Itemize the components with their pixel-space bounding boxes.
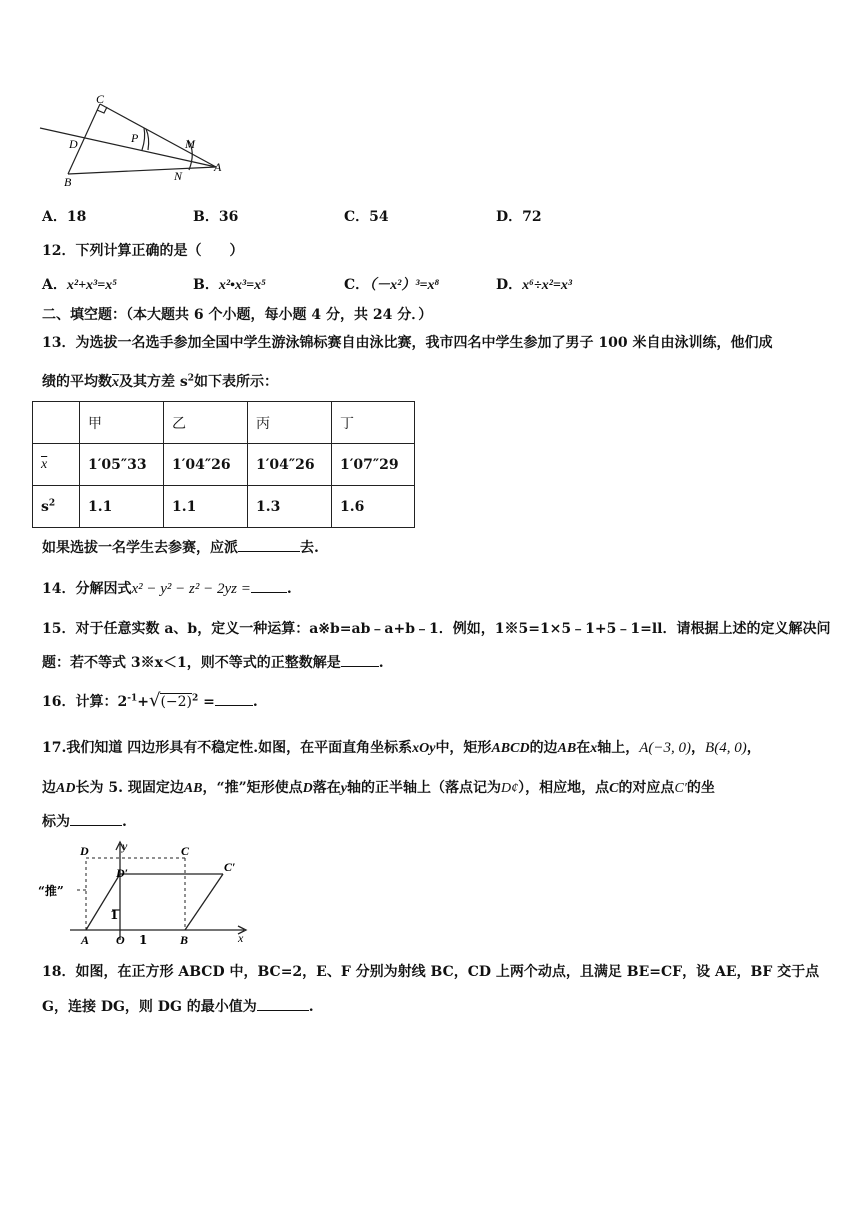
table-header: 丙 xyxy=(248,402,332,444)
q15-line1: 15．对于任意实数 a、b，定义一种运算：a※b=ab﹣a+b﹣1．例如，1※5=1×5﹣1+5﹣1=ll．请根据上述的定义解决问 xyxy=(42,621,831,637)
label-B: B xyxy=(64,175,72,189)
label-D: D xyxy=(69,137,78,151)
table-cell: 1.1 xyxy=(164,486,248,528)
q12-option-c: C．（－x²）³=x⁸ xyxy=(344,277,440,293)
label-one-x: 1 xyxy=(139,933,148,947)
table-cell: 1′04″26 xyxy=(164,444,248,486)
table-cell: 1.3 xyxy=(248,486,332,528)
label-A: A xyxy=(214,160,222,174)
q18-line2: G，连接 DG，则 DG 的最小值为 . xyxy=(42,996,314,1016)
q11-option-d: D．72 xyxy=(496,209,542,225)
row-label-mean: $\overline{x}$ xyxy=(33,444,80,486)
label-y-axis: y xyxy=(122,840,128,853)
q15-line2: 题：若不等式 3※x＜1，则不等式的正整数解是 . xyxy=(42,652,384,672)
label-B: B xyxy=(180,933,189,947)
answer-blank xyxy=(238,537,300,552)
q12-option-b: B．x²•x³=x⁵ xyxy=(193,277,266,293)
q16: 16．计算：$2^{-1}+√(-2)^2$ = . xyxy=(42,690,258,711)
answer-blank xyxy=(70,811,122,826)
table-cell: 1′07″29 xyxy=(332,444,415,486)
q14: 14．分解因式x² − y² − z² − 2yz = . xyxy=(42,578,292,598)
q12-option-a: A．x²+x³=x⁵ xyxy=(42,277,118,293)
q11-option-b: B．36 xyxy=(193,209,239,225)
label-C-prime: C′ xyxy=(224,860,236,874)
q11-option-c: C．54 xyxy=(344,209,389,225)
q17-line2: 边AD长为 5. 现固定边AB，“推”矩形使点D落在y轴的正半轴上（落点记为D¢），相应地，点C的对应点C′的坐 xyxy=(42,780,715,796)
answer-blank xyxy=(257,996,309,1011)
q13-line1: 13．为选拔一名选手参加全国中学生游泳锦标赛自由泳比赛，我市四名中学生参加了男子 100 米自由泳训练，他们成 xyxy=(42,335,773,351)
q13-line2: 绩的平均数$\overline{x}$及其方差 $s^2$如下表所示： xyxy=(42,373,279,390)
label-push: “推” xyxy=(38,884,64,898)
answer-blank xyxy=(251,578,287,593)
label-D-prime: D′ xyxy=(116,866,129,880)
label-O: O xyxy=(116,933,125,947)
figure-q11 xyxy=(38,92,238,192)
table-row xyxy=(33,444,415,486)
q12-option-d: D．x⁶÷x²=x³ xyxy=(496,277,573,293)
table-row xyxy=(33,486,415,528)
q18-line1: 18．如图，在正方形 ABCD 中，BC=2，E、F 分别为射线 BC，CD 上两个动点，且满足 BE=CF，设 AE，BF 交于点 xyxy=(42,964,820,980)
q11-option-a: A．18 xyxy=(42,209,87,225)
figure-q17 xyxy=(38,840,258,950)
label-A: A xyxy=(81,933,90,947)
q17-line1: 17.我们知道 四边形具有不稳定性.如图，在平面直角坐标系xOy中，矩形ABCD的边AB在x轴上，A(−3, 0)，B(4, 0)， xyxy=(42,740,761,756)
table-header: 乙 xyxy=(164,402,248,444)
section-heading: 二、填空题：（本大题共 6 个小题，每小题 4 分，共 24 分．） xyxy=(42,307,433,323)
label-M: M xyxy=(185,137,195,151)
label-D: D xyxy=(80,844,89,858)
table-header: 甲 xyxy=(80,402,164,444)
label-x-axis: x xyxy=(238,931,244,945)
table-header: 丁 xyxy=(332,402,415,444)
q13-answer-line: 如果选拔一名学生去参赛，应派 去. xyxy=(42,537,319,557)
answer-blank xyxy=(215,691,253,706)
label-C: C xyxy=(96,92,105,106)
label-one-y: 1 xyxy=(110,908,119,922)
table-cell: 1′05″33 xyxy=(80,444,164,486)
table-cell: 1.6 xyxy=(332,486,415,528)
label-N: N xyxy=(174,169,183,183)
table-cell: 1′04″26 xyxy=(248,444,332,486)
table-row xyxy=(33,402,415,444)
answer-blank xyxy=(341,652,379,667)
q12-stem: 12．下列计算正确的是（ ） xyxy=(42,243,244,259)
label-C: C xyxy=(181,844,190,858)
label-P: P xyxy=(131,131,139,145)
score-table xyxy=(32,401,415,528)
row-label-variance: $s^2$ xyxy=(33,486,80,528)
table-cell: 1.1 xyxy=(80,486,164,528)
q17-line3: 标为 . xyxy=(42,811,127,831)
